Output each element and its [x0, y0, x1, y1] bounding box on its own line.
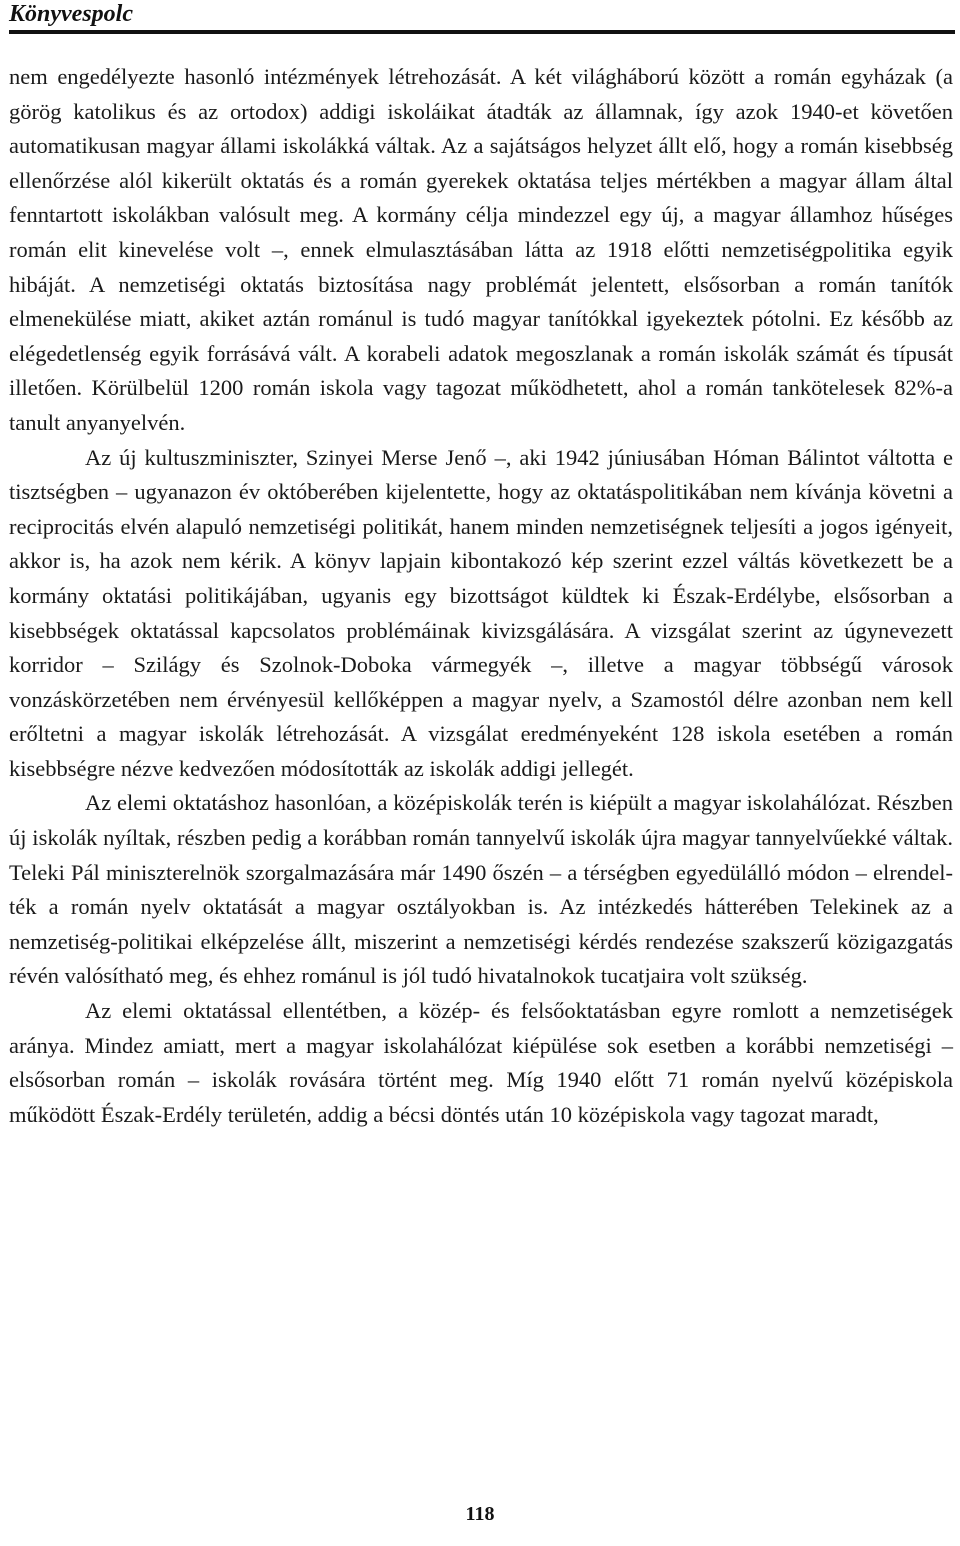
- section-title: Könyvespolc: [9, 1, 133, 27]
- page-number: 118: [465, 1503, 495, 1525]
- body-text: [9, 60, 953, 1132]
- paragraph-3: Az elemi oktatáshoz hasonlóan, a középiskolák terén is kiépült a magyar iskolahálózat. Részben új iskolák nyíltak, részben pedig a korábban román tannyelvű iskolák újra magyar tannyelvűekké váltak. Teleki Pál miniszterelnök szorgalmazására már 1490 őszén – a térségben egyedülálló módon – elrendelték a román nyelv oktatását a magyar osztályokban is. Az intézkedés hátterében Telekinek az a nemzetiség-politikai elképzelése állt, miszerint a nemzetiségi kérdés rendezése szakszerű közigazgatás révén valósítható meg, és ehhez románul is jól tudó hivatalnokok tucatjaira volt szükség.: [9, 790, 953, 989]
- paragraph-4: Az elemi oktatással ellentétben, a közép- és felsőoktatásban egyre romlott a nemzetiségek aránya. Mindez amiatt, mert a magyar iskolahálózat kiépülése sok esetben a korábbi nemzetiségi – elsősorban román – iskolák rovására történt meg. Míg 1940 előtt 71 román nyelvű középiskola működött Észak-Erdély területén, addig a bécsi döntés után 10 középiskola vagy tagozat maradt,: [9, 998, 953, 1127]
- paragraph-2: Az új kultuszminiszter, Szinyei Merse Jenő –, aki 1942 júniusában Hóman Bálintot váltotta e tisztségben – ugyanazon év októberében kijelentette, hogy az oktatáspolitikában nem kívánja követni a reciprocitás elvén alapuló nemzetiségi politikát, hanem minden nemzetiségnek teljesíti a jogos igényeit, akkor is, ha azok nem kérik. A könyv lapjain kibontakozó kép szerint ezzel váltás következett be a kormány oktatási politikájában, ugyanis egy bizottságot küldtek ki Észak-Erdélybe, elsősorban a kisebbségek oktatással kapcsolatos problémáinak kivizsgálására. A vizsgálat szerint az úgynevezett korridor – Szilágy és Szolnok-Doboka vármegyék –, illetve a magyar többségű városok vonzáskörzetében nem érvényesül kellőképpen a magyar nyelv, a Szamostól délre azonban nem kell erőltetni a magyar iskolák létrehozását. A vizsgálat eredményeként 128 iskola esetében a román kisebbségre nézve kedvezően módosították az iskolák addigi jellegét.: [9, 444, 953, 781]
- header-rule: [9, 30, 955, 34]
- running-header: [9, 0, 955, 34]
- paragraph-1: nem engedélyezte hasonló intézmények létrehozását. A két világháború között a román egyházak (a görög katolikus és az ortodox) addigi iskoláikat átadták az államnak, így azok 1940-et követően automatikusan magyar állami iskolákká váltak. Az a sajátságos helyzet állt elő, hogy a román kisebbség ellenőrzése alól kikerült oktatás és a román gyerekek oktatása teljes mértékben a magyar állam által fenntartott iskolákban valósult meg. A kormány célja mindezzel egy új, a magyar államhoz hűséges román elit kinevelése volt –, ennek elmulasztásában látta az 1918 előtti nemzetiségpolitika egyik hibáját. A nemzetiségi oktatás biztosítása nagy problémát jelentett, elsősorban a román tanítók elmenekülése miatt, akiket aztán románul is tudó magyar tanítókkal igyekeztek pótolni. Ez később az elégedetlenség egyik forrásává vált. A korabeli adatok megoszlanak a román iskolák számát és típusát illetően. Körülbelül 1200 román iskola vagy tagozat működhetett, ahol a román tankötelesek 82%-a tanult anyanyelvén.: [9, 64, 953, 435]
